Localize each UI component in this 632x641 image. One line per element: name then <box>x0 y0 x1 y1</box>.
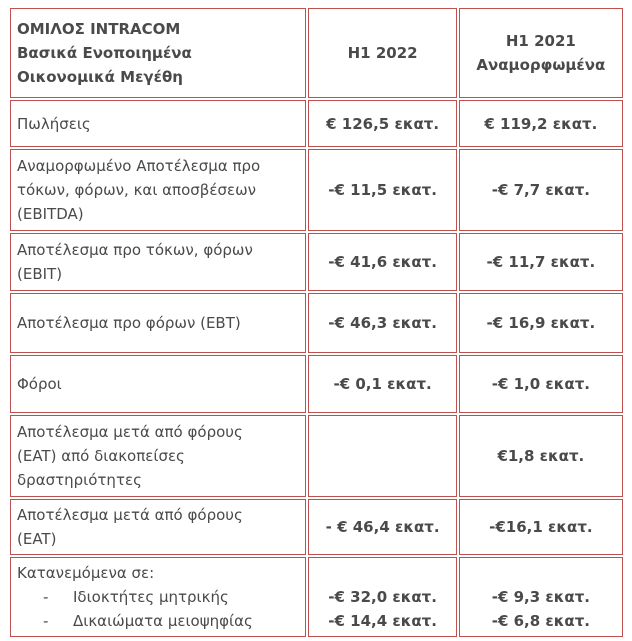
allocation-value-2022: -€ 14,4 εκατ. <box>328 612 437 630</box>
row-label-line: (EBIT) <box>17 265 63 283</box>
table-row <box>10 415 623 497</box>
row-value-2022: -€ 11,5 εκατ. <box>308 149 456 231</box>
header-title-line: Οικονομικά Μεγέθη <box>17 68 183 86</box>
allocation-dash: - <box>43 612 49 630</box>
row-value-2022: -€ 41,6 εκατ. <box>308 233 456 291</box>
row-value-2022: - € 46,4 εκατ. <box>308 499 456 555</box>
row-value-2022: € 126,5 εκατ. <box>308 100 456 147</box>
allocation-row <box>10 557 623 637</box>
header-row <box>10 8 623 98</box>
row-value-2022 <box>308 415 456 497</box>
header-title-line: ΟΜΙΛΟΣ INTRACOM <box>17 20 181 38</box>
header-title-line: Βασικά Ενοποιημένα <box>17 44 192 62</box>
table-row <box>10 293 623 353</box>
header-h1-2022-label: H1 2022 <box>347 44 418 62</box>
row-value-2021: -€ 11,7 εκατ. <box>459 233 623 291</box>
table-row <box>10 149 623 231</box>
allocation-dash: - <box>43 588 49 606</box>
table-row <box>10 499 623 555</box>
row-label-line: (EAT) από διακοπείσες <box>17 447 185 465</box>
row-value-2022: -€ 46,3 εκατ. <box>308 293 456 353</box>
row-label-line: (EBITDA) <box>17 205 84 223</box>
allocation-value-2022: -€ 32,0 εκατ. <box>328 588 437 606</box>
row-label-line: Αποτέλεσμα μετά από φόρους <box>17 423 243 441</box>
row-label-line: δραστηριότητες <box>17 471 142 489</box>
row-value-2021: -€16,1 εκατ. <box>459 499 623 555</box>
row-label-line: τόκων, φόρων, και αποσβέσεων <box>17 181 257 199</box>
allocation-item-label: Ιδιοκτήτες μητρικής <box>73 588 229 606</box>
header-h1-2021-sublabel: Αναμορφωμένα <box>476 56 606 74</box>
allocation-value-2021: -€ 9,3 εκατ. <box>491 588 590 606</box>
allocation-item <box>17 585 299 609</box>
financial-table <box>8 6 625 639</box>
row-label <box>10 233 306 291</box>
row-value-2021: -€ 7,7 εκατ. <box>459 149 623 231</box>
allocation-item <box>17 609 299 633</box>
row-label-line: Πωλήσεις <box>17 114 91 133</box>
allocation-values-2022 <box>308 557 456 637</box>
row-label <box>10 355 306 413</box>
row-label-line: Αποτέλεσμα προ φόρων (EBT) <box>17 314 241 332</box>
allocation-values-2021 <box>459 557 623 637</box>
allocation-title: Κατανεμόμενα σε: <box>17 564 155 582</box>
header-h1-2021-label: H1 2021 <box>505 32 576 50</box>
header-title-cell <box>10 8 306 98</box>
row-label <box>10 149 306 231</box>
row-label-line: Αποτέλεσμα μετά από φόρους <box>17 506 243 524</box>
row-value-2021: -€ 1,0 εκατ. <box>459 355 623 413</box>
table-row <box>10 100 623 147</box>
row-value-2021: -€ 16,9 εκατ. <box>459 293 623 353</box>
row-label <box>10 293 306 353</box>
row-label-line: (EAT) <box>17 530 57 548</box>
table-row <box>10 355 623 413</box>
row-value-2022: -€ 0,1 εκατ. <box>308 355 456 413</box>
row-label <box>10 100 306 147</box>
row-label <box>10 499 306 555</box>
header-h1-2021 <box>459 8 623 98</box>
row-value-2021: € 119,2 εκατ. <box>459 100 623 147</box>
allocation-item-label: Δικαιώματα μειοψηφίας <box>73 612 253 630</box>
row-value-2021: €1,8 εκατ. <box>459 415 623 497</box>
header-h1-2022 <box>308 8 456 98</box>
table-row <box>10 233 623 291</box>
row-label <box>10 415 306 497</box>
row-label-line: Αναμορφωμένο Αποτέλεσμα προ <box>17 157 261 175</box>
allocation-label-cell <box>10 557 306 637</box>
allocation-value-2021: -€ 6,8 εκατ. <box>491 612 590 630</box>
row-label-line: Φόροι <box>17 375 62 393</box>
row-label-line: Αποτέλεσμα προ τόκων, φόρων <box>17 241 253 259</box>
